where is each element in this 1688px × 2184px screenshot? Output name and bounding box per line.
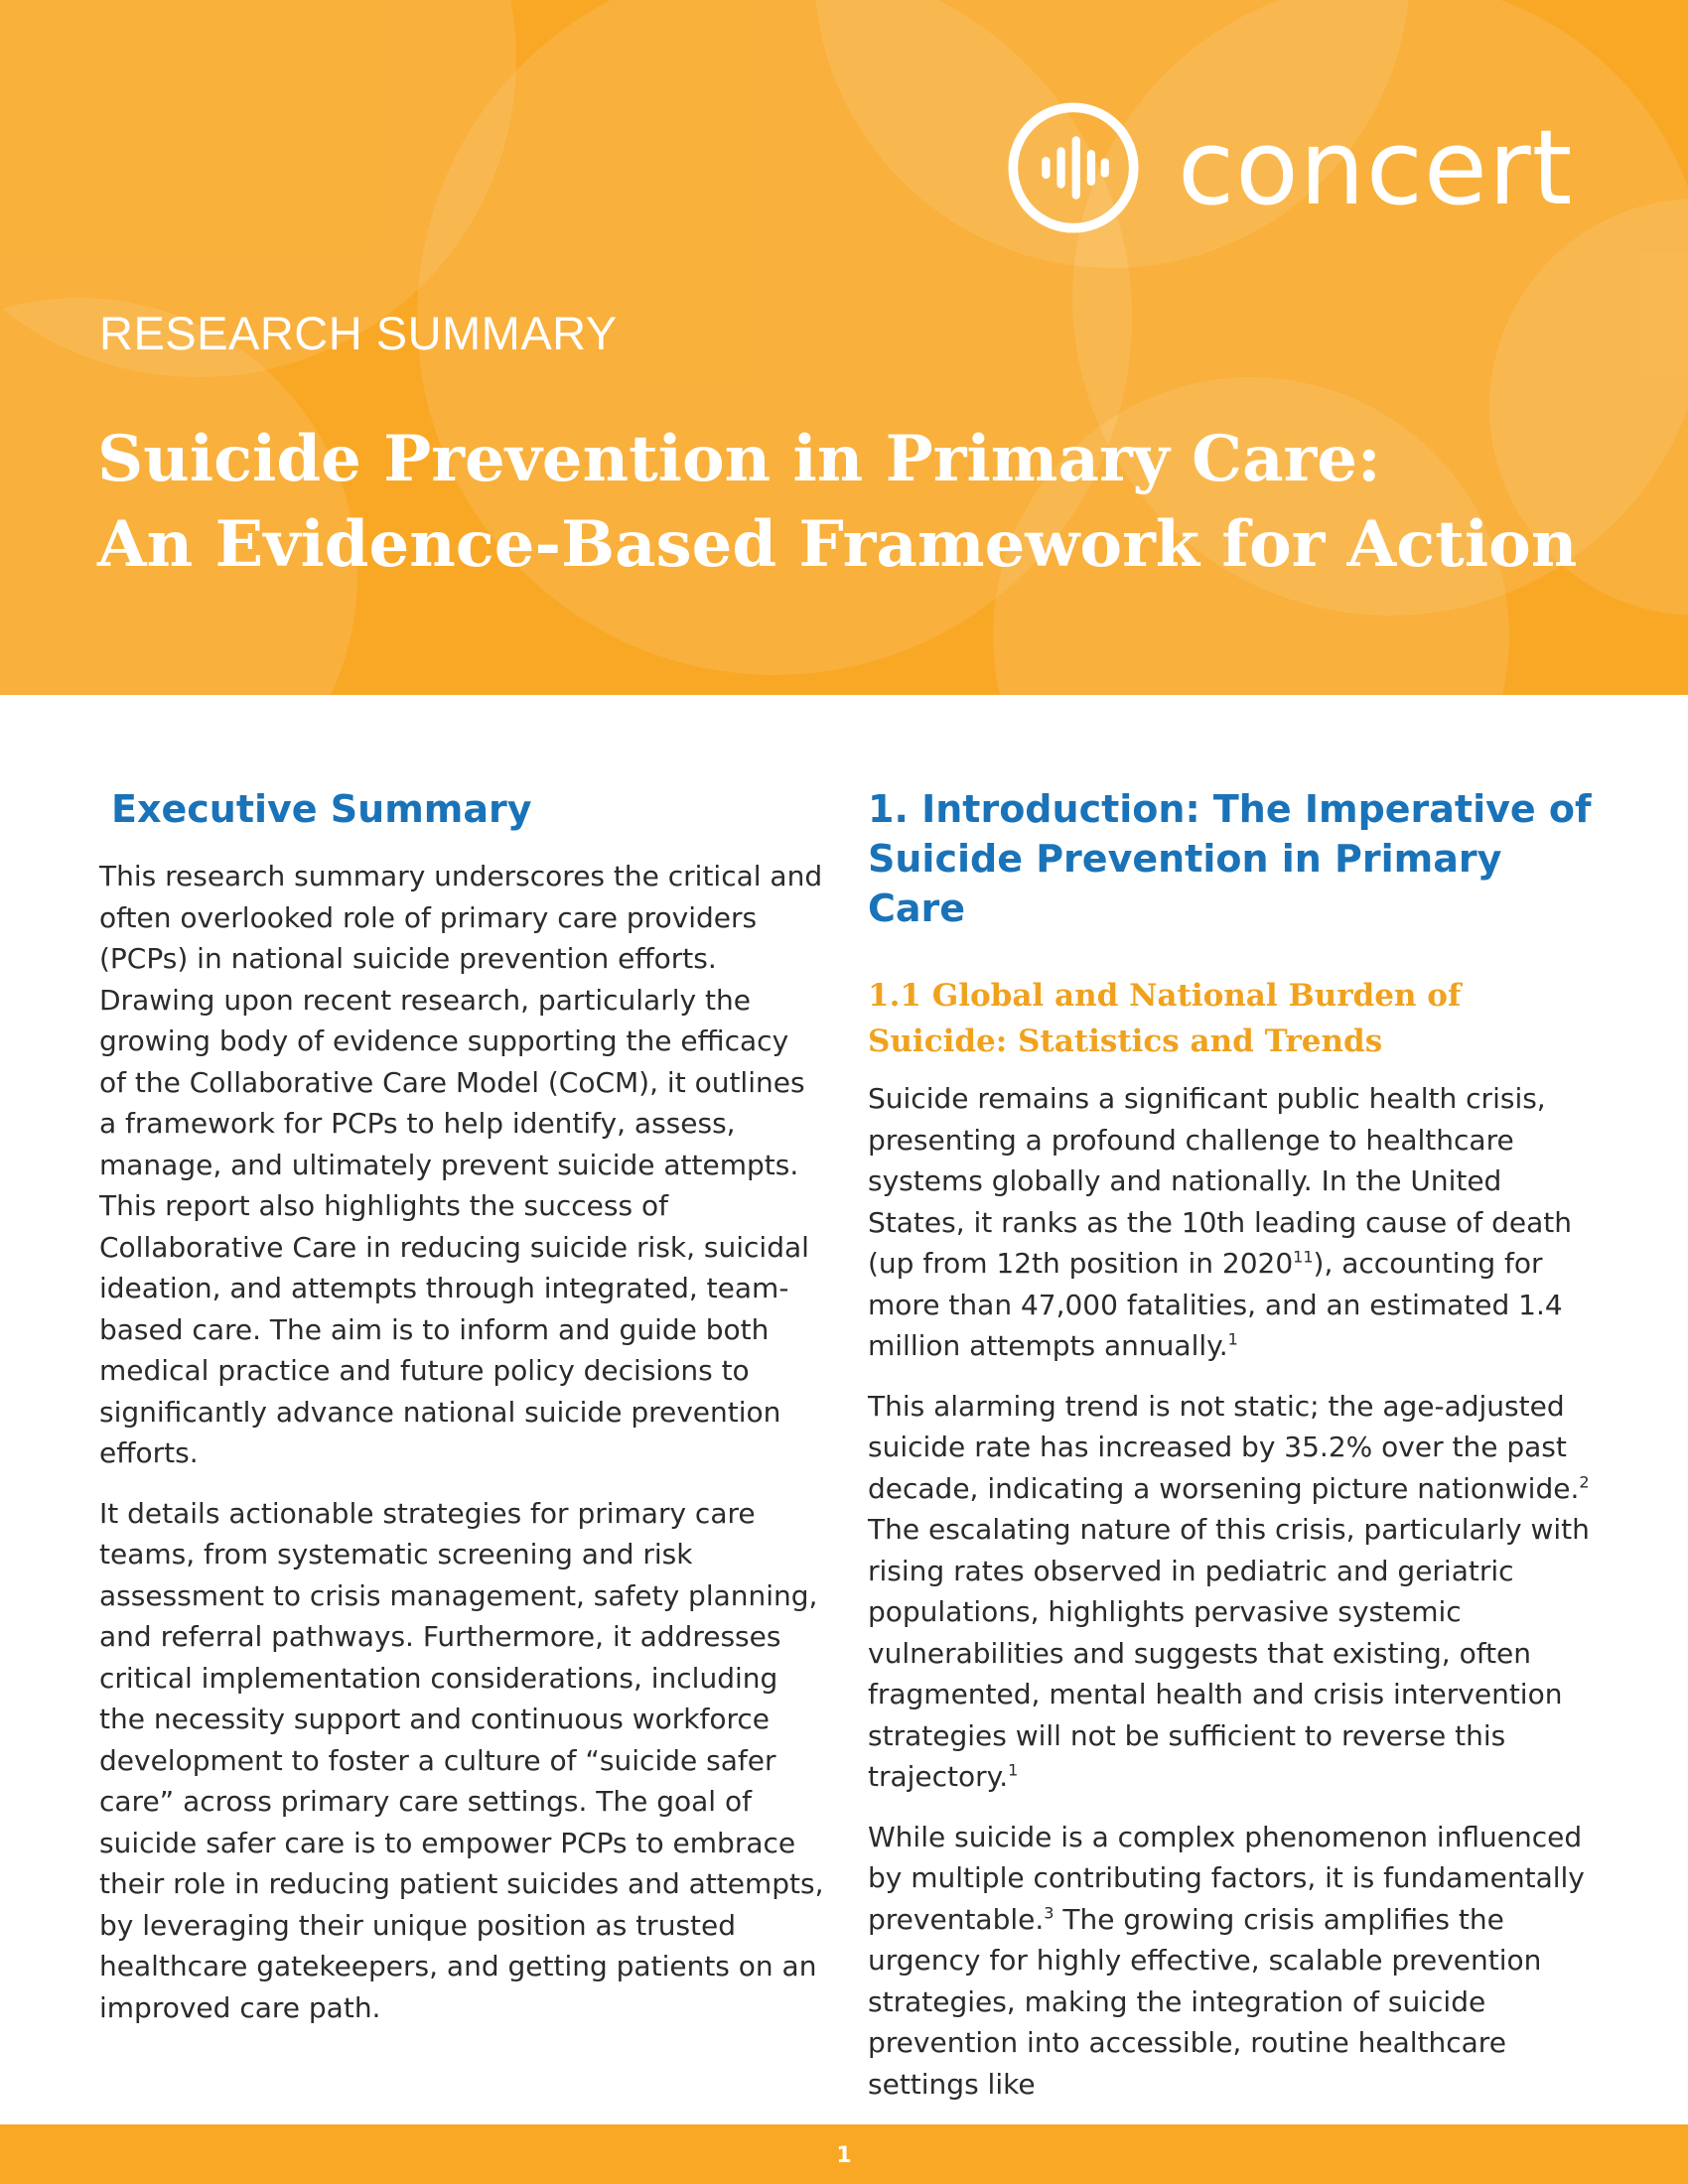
title-line-1: Suicide Prevention in Primary Care: [97,422,1381,496]
citation-marker: 1 [1008,1760,1019,1780]
title-line-2: An Evidence-Based Framework for Action [97,507,1578,582]
text-run: The escalating nature of this crisis, particularly with rising rates observed in pediatric and geriatric populations, highlights pervasive systemic vulnerabilities and suggests that existing, often fragmented, mental health and crisis intervention strategies will not be sufficient to reverse this trajectory. [868,1513,1590,1793]
brand-name: concert [1178,107,1574,228]
introduction-heading: 1. Introduction: The Imperative of Suicide Prevention in Primary Care [868,787,1592,930]
executive-summary-paragraph-2: It details actionable strategies for primary care teams, from systematic screening and risk assessment to crisis management, safety planning, and referral pathways. Furthermore, it addresses critical implementation considerations, including the necessity support and continuous workforce development to foster a culture of “suicide safer care” across primary care settings. The goal of suicide safer care is to empower PCPs to embrace their role in reducing patient suicides and attempts, by leveraging their unique position as trusted healthcare gatekeepers, and getting patients on an improved care path. [99,1496,824,2024]
text-run: The growing crisis amplifies the urgency for highly effective, scalable prevention strategies, making the integration of suicide prevention into accessible, routine healthcare settings like [868,1902,1542,2101]
executive-summary-heading: Executive Summary [111,787,532,831]
right-column [868,784,1593,2123]
citation-marker: 1 [1227,1329,1238,1349]
introduction-paragraph-3 [868,1817,1593,2106]
brand-logo [1005,103,1573,232]
hero-banner [0,0,1688,695]
citation-marker: 2 [1579,1472,1590,1492]
left-column [99,784,824,2047]
citation-marker: 3 [1044,1903,1055,1923]
text-run: This alarming trend is not static; the age-adjusted suicide rate has increased by 35.2% over the past decade, indicating a worsening picture nationwide. [868,1389,1580,1505]
text-run: While suicide is a complex phenomenon influenced by multiple contributing factors, it is fundamentally preventable. [868,1820,1585,1936]
burden-subheading: 1.1 Global and National Burden of Suicide: Statistics and Trends [868,978,1462,1059]
text-run: ), accounting for more than 47,000 fatalities, and an estimated 1.4 million attempts annually. [868,1247,1563,1362]
introduction-paragraph-1 [868,1078,1593,1367]
sound-wave-circle-icon [1005,99,1142,236]
page-number: 1 [836,2143,852,2168]
document-title [97,417,1646,588]
text-run: Suicide remains a significant public health crisis, presenting a profound challenge to healthcare systems globally and nationally. In the United States, it ranks as the 10th leading cause of death (up from 12th position in 2020 [868,1082,1572,1280]
executive-summary-paragraph-1: This research summary underscores the critical and often overlooked role of primary care providers (PCPs) in national suicide prevention efforts. Drawing upon recent research, particularly the growing body of evidence supporting the efficacy of the Collaborative Care Model (CoCM), it outlines a framework for PCPs to help identify, assess, manage, and ultimately prevent suicide attempts. This report also highlights the success of Collaborative Care in reducing suicide risk, suicidal ideation, and attempts through integrated, team-based care. The aim is to inform and guide both medical practice and future policy decisions to significantly advance national suicide prevention efforts. [99,860,823,1469]
citation-marker: 11 [1293,1247,1314,1267]
document-kicker: RESEARCH SUMMARY [99,307,618,359]
introduction-paragraph-2 [868,1386,1593,1798]
